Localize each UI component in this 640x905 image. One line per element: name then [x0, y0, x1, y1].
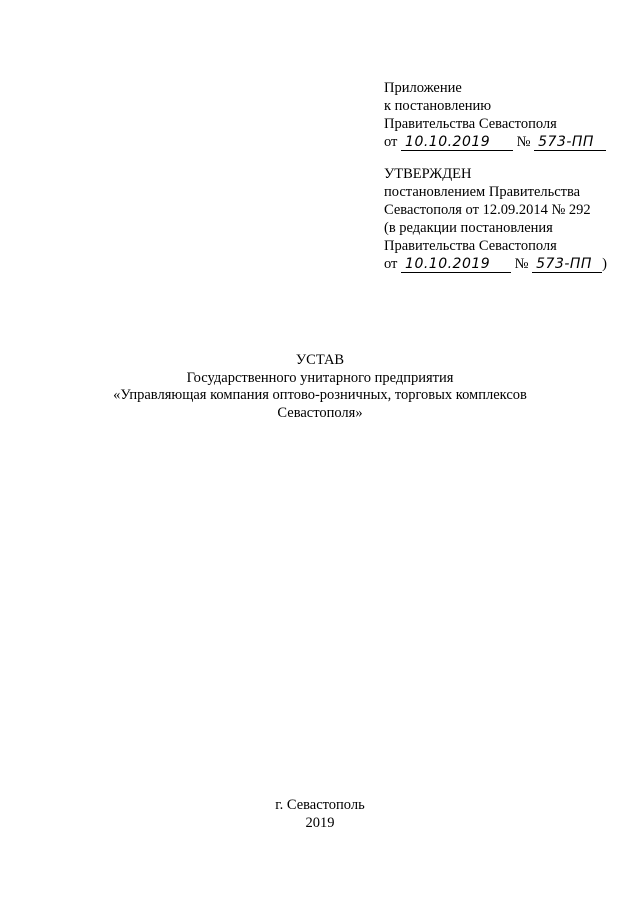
approved-from-prefix: от [384, 256, 398, 272]
appendix-to-resolution: к постановлению [384, 98, 492, 114]
approved-date: 10.10.2019 [401, 257, 511, 273]
charter-title: УСТАВ [295, 352, 345, 368]
approved-line-3: (в редакции постановления [384, 220, 553, 236]
appendix-label: Приложение [384, 80, 462, 96]
appendix-date-number-line [384, 133, 634, 151]
approved-number: 573-ПП [532, 257, 602, 273]
approved-line-1: постановлением Правительства [384, 184, 581, 200]
appendix-government: Правительства Севастополя [384, 116, 557, 132]
appendix-from-prefix: от [384, 134, 398, 150]
appendix-number-sign: № [516, 134, 531, 150]
approved-block [384, 165, 634, 273]
approved-line-4: Правительства Севастополя [384, 238, 557, 254]
approved-heading: УТВЕРЖДЕН [384, 166, 472, 182]
footer-block [0, 797, 640, 832]
charter-subtitle-2: «Управляющая компания оптово-розничных, торговых комплексов [113, 387, 527, 403]
charter-subtitle-1: Государственного унитарного предприятия [186, 369, 454, 386]
appendix-block [384, 79, 634, 151]
approved-number-sign: № [514, 256, 529, 272]
approved-closing-paren: ) [602, 256, 607, 272]
approved-date-number-line [384, 255, 634, 273]
footer-year: 2019 [305, 814, 335, 831]
approved-line-2: Севастополя от 12.09.2014 № 292 [384, 202, 591, 218]
appendix-number: 573-ПП [534, 135, 606, 151]
charter-subtitle-3: Севастополя» [277, 404, 363, 421]
footer-city: г. Севастополь [275, 797, 365, 813]
charter-title-block [0, 352, 640, 422]
appendix-date: 10.10.2019 [401, 135, 513, 151]
